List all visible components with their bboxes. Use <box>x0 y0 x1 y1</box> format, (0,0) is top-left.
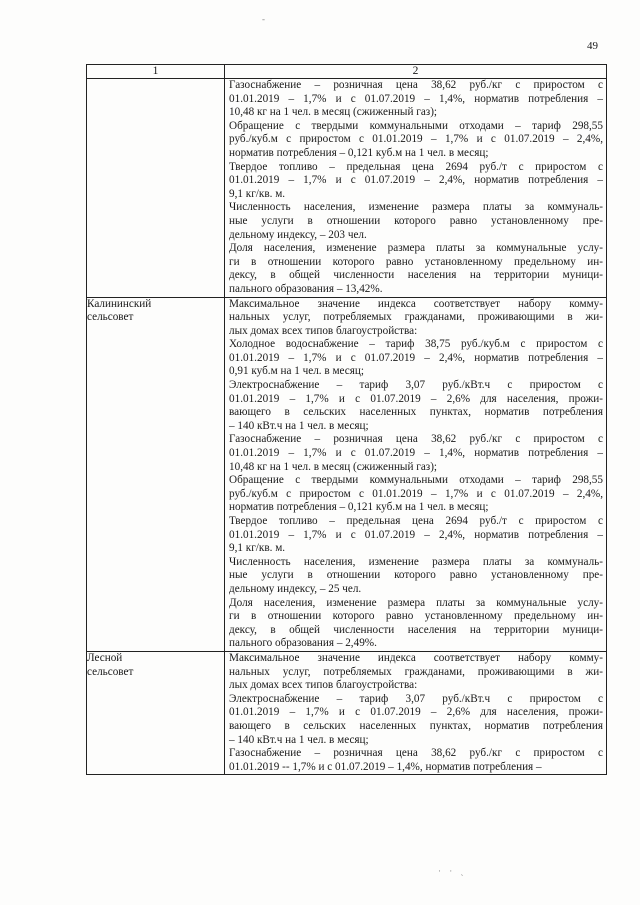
text-line: 0,91 куб.м на 1 чел. в месяц; <box>229 365 364 378</box>
text-line: Твердое топливо – предельная цена 2694 руб./т с приростом с <box>229 515 603 527</box>
text-line: Электроснабжение – тариф 3,07 руб./кВт.ч с приростом с <box>229 379 603 392</box>
text-line: руб./куб.м с приростом с 01.01.2019 – 1,7% и с 01.07.2019 – 2,4%, <box>229 133 603 146</box>
text-line: Газоснабжение – розничная цена 38,62 руб./кг с приростом с <box>229 747 603 760</box>
text-line: норматив потребления – 0,121 куб.м на 1 чел. в месяц; <box>229 146 489 159</box>
text-line: нальных услуг, потребляемых гражданами, проживающими в жи- <box>229 665 603 678</box>
text-line: 9,1 кг/кв. м. <box>229 187 286 200</box>
column-header-1: 1 <box>87 65 225 79</box>
description-paragraph <box>225 433 606 474</box>
description-cell <box>225 79 607 298</box>
text-line: ные услуги в отношении которого равно установленному пре- <box>229 214 603 227</box>
text-line: Газоснабжение – розничная цена 38,62 руб./кг с приростом с <box>229 433 603 446</box>
region-name-line: сельсовет <box>87 311 134 324</box>
region-cell <box>87 651 225 774</box>
description-paragraph <box>225 379 606 433</box>
text-line: Холодное водоснабжение – тариф 38,75 руб./куб.м с приростом с <box>229 338 603 351</box>
page-number: 49 <box>587 40 598 52</box>
region-name-line: Калининский <box>87 297 152 310</box>
text-line: дельному индексу, – 203 чел. <box>229 228 367 241</box>
table-row <box>87 79 607 298</box>
text-line: дексу, в общей численности населения на территории муници- <box>229 269 603 282</box>
description-paragraph <box>225 693 606 747</box>
text-line: руб./куб.м с приростом с 01.01.2019 – 1,7% и с 01.07.2019 – 2,4%, <box>229 487 603 500</box>
text-line: Обращение с твердыми коммунальными отходами – тариф 298,55 <box>229 119 603 132</box>
text-line: лых домах всех типов благоустройства: <box>229 679 418 692</box>
text-line: 01.01.2019 – 1,7% и с 01.07.2019 – 2,6% для населения, прожи- <box>229 392 603 405</box>
text-line: 01.01.2019 – 1,7% и с 01.07.2019 – 2,6% для населения, прожи- <box>229 706 603 719</box>
description-paragraph <box>225 242 606 296</box>
text-line: дексу, в общей численности населения на территории муници- <box>229 623 603 636</box>
text-line: вающего в сельских населенных пунктах, норматив потребления <box>229 406 603 419</box>
text-line: 10,48 кг на 1 чел. в месяц (сжиженный газ); <box>229 106 438 119</box>
text-line: Твердое топливо – предельная цена 2694 руб./т с приростом с <box>229 160 603 173</box>
description-paragraph <box>225 747 606 774</box>
text-line: пального образования – 2,49%. <box>229 637 377 650</box>
region-cell <box>87 79 225 298</box>
text-line: Численность населения, изменение размера платы за коммуналь- <box>229 201 603 214</box>
region-name-line: сельсовет <box>87 665 134 678</box>
text-line: ные услуги в отношении которого равно установленному пре- <box>229 569 603 582</box>
text-line: – 140 кВт.ч на 1 чел. в месяц; <box>229 419 369 432</box>
text-line: Доля населения, изменение размера платы за коммунальные услу- <box>229 596 603 609</box>
table-row <box>87 297 607 651</box>
table-header-row <box>87 65 607 79</box>
text-line: норматив потребления – 0,121 куб.м на 1 чел. в месяц; <box>229 501 489 514</box>
index-table <box>86 64 607 775</box>
text-line: лых домах всех типов благоустройства: <box>229 324 418 337</box>
text-line: Доля населения, изменение размера платы за коммунальные услу- <box>229 242 603 255</box>
text-line: Обращение с твердыми коммунальными отходами – тариф 298,55 <box>229 474 603 487</box>
text-line: Электроснабжение – тариф 3,07 руб./кВт.ч с приростом с <box>229 692 603 705</box>
text-line: 01.01.2019 – 1,7% и с 01.07.2019 – 2,4%, норматив потребления – <box>229 174 603 187</box>
description-cell <box>225 651 607 774</box>
text-line: Максимальное значение индекса соответствует набору комму- <box>229 651 603 664</box>
description-paragraph <box>225 338 606 379</box>
description-paragraph <box>225 79 606 120</box>
text-line: Максимальное значение индекса соответствует набору комму- <box>229 297 603 310</box>
text-line: ги в отношении которого равно установленному предельному ин- <box>229 255 603 268</box>
text-line: 01.01.2019 – 1,7% и с 01.07.2019 – 2,4%, норматив потребления – <box>229 351 603 364</box>
scan-mark-top: - <box>262 14 265 24</box>
text-line: Газоснабжение – розничная цена 38,62 руб./кг с приростом с <box>229 79 603 91</box>
text-line: 01.01.2019 – 1,7% и с 01.07.2019 – 1,4%, норматив потребления – <box>229 92 603 105</box>
region-name-line: Лесной <box>87 651 123 664</box>
text-line: – 140 кВт.ч на 1 чел. в месяц; <box>229 733 369 746</box>
description-cell <box>225 297 607 651</box>
description-paragraph <box>225 298 606 339</box>
scan-mark-bottom: · · ˎ <box>438 866 467 876</box>
text-line: дельному индексу, – 25 чел. <box>229 582 362 595</box>
text-line: ги в отношении которого равно установленному предельному ин- <box>229 610 603 623</box>
text-line: нальных услуг, потребляемых гражданами, проживающими в жи- <box>229 311 603 324</box>
description-paragraph <box>225 120 606 161</box>
description-paragraph <box>225 652 606 693</box>
text-line: 01.01.2019 – 1,7% и с 01.07.2019 – 2,4%, норматив потребления – <box>229 528 603 541</box>
description-paragraph <box>225 556 606 597</box>
text-line: 01.01.2019 -- 1,7% и с 01.07.2019 – 1,4%, норматив потребления – <box>229 760 542 773</box>
table-row <box>87 651 607 774</box>
text-line: пального образования – 13,42%. <box>229 282 383 295</box>
description-paragraph <box>225 201 606 242</box>
region-cell <box>87 297 225 651</box>
text-line: вающего в сельских населенных пунктах, норматив потребления <box>229 719 603 732</box>
description-paragraph <box>225 597 606 651</box>
column-header-2: 2 <box>225 65 607 79</box>
description-paragraph <box>225 161 606 202</box>
description-paragraph <box>225 474 606 515</box>
text-line: Численность населения, изменение размера платы за коммуналь- <box>229 555 603 568</box>
text-line: 9,1 кг/кв. м. <box>229 542 286 555</box>
text-line: 01.01.2019 – 1,7% и с 01.07.2019 – 1,4%, норматив потребления – <box>229 447 603 460</box>
text-line: 10,48 кг на 1 чел. в месяц (сжиженный газ); <box>229 460 438 473</box>
description-paragraph <box>225 515 606 556</box>
